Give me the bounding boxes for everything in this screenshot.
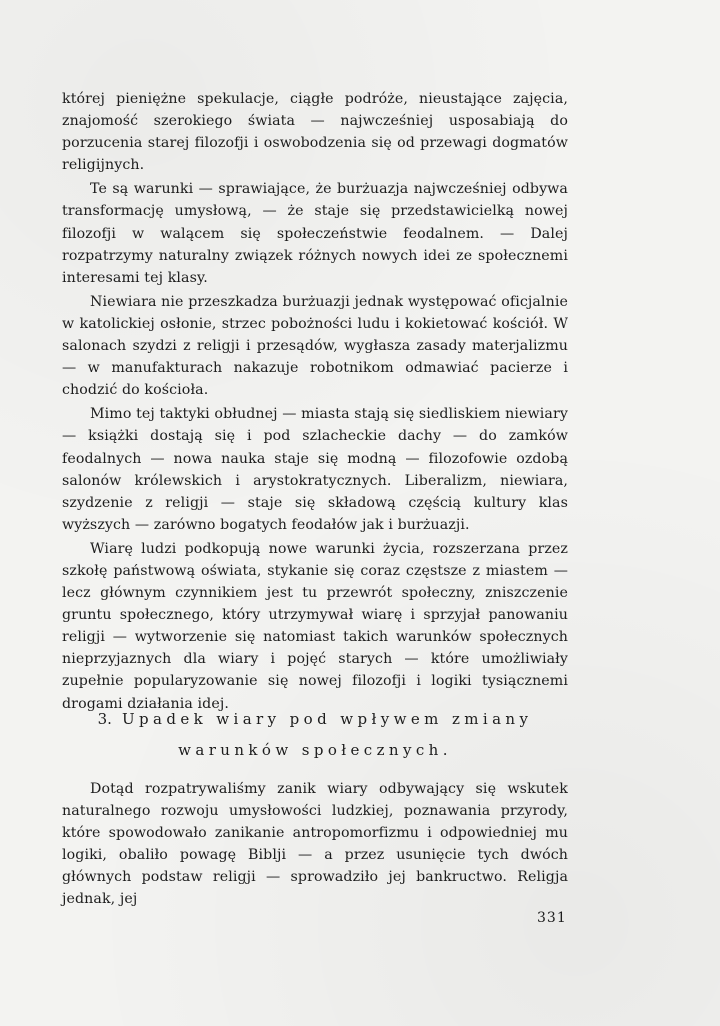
section-number: 3. — [97, 710, 112, 728]
body-text — [62, 88, 568, 715]
paragraph-3: Niewiara nie przeszkadza burżuazji jednak występować oficjalnie w katolickiej osłonie, strzec pobożności ludu i kokietować kościół. W salonach szydzi z religji i przesądów, wygłasza zasady materjalizmu — w manufakturach nakazuje robotnikom odmawiać pacierze i chodzić do kościoła. — [62, 293, 568, 399]
page-number: 331 — [537, 910, 567, 926]
paragraph-6: Dotąd rozpatrywaliśmy zanik wiary odbywający się wskutek naturalnego rozwoju umysłowości ludzkiej, poznawania przyrody, które spowodowało zanikanie antropomorfizmu i odpowiedniej mu logiki, obaliło powagę Biblji — a przez usunięcie tych dwóch głównych podstaw religji — sprowadziło jej bankructwo. Religja jednak, jej — [62, 781, 568, 908]
section-body — [62, 778, 568, 911]
paragraph-1: której pieniężne spekulacje, ciągłe podróże, nieustające zajęcia, znajomość szerokiego świata — najwcześniej usposabiają do porzucenia starej filozofji i oswobodzenia się od przewagi dogmatów religijnych. — [62, 91, 568, 174]
paragraph-2: Te są warunki — sprawiające, że burżuazja najwcześniej odbywa transformację umysłową, — że staje się przedstawicielką nowej filozofji w walącem się społeczeństwie feodalnem. — Dalej rozpatrzymy naturalny związek różnych nowych idei ze społecznemi interesami tej klasy. — [62, 181, 568, 286]
section-heading — [62, 704, 568, 766]
section-heading-line-1 — [62, 704, 568, 735]
section-title-line-1: Upadek wiary pod wpływem zmiany — [121, 710, 533, 728]
section-title-line-2: warunków społecznych. — [178, 741, 452, 759]
paragraph-5: Wiarę ludzi podkopują nowe warunki życia, rozszerzana przez szkołę państwową oświata, stykanie się coraz częstsze z miastem — lecz głównym czynnikiem jest tu przewrót społeczny, zniszczenie gruntu społecznego, który utrzymywał wiarę i sprzyjał panowaniu religji — wytworzenie się natomiast takich warunków społecznych nieprzyjaznych dla wiary i pojęć starych — które umożliwiały zupełnie popularyzowanie się nowej filozofji i logiki tysiącznemi drogami działania idej. — [62, 540, 568, 712]
paragraph-4: Mimo tej taktyki obłudnej — miasta stają się siedliskiem niewiary — książki dostają się i pod szlacheckie dachy — do zamków feodalnych — nowa nauka staje się modną — filozofowie ozdobą salonów królewskich i arystokratycznych. Liberalizm, niewiara, szydzenie z religji — staje się składową częścią kultury klas wyższych — zarówno bogatych feodałów jak i burżuazji. — [62, 406, 568, 533]
